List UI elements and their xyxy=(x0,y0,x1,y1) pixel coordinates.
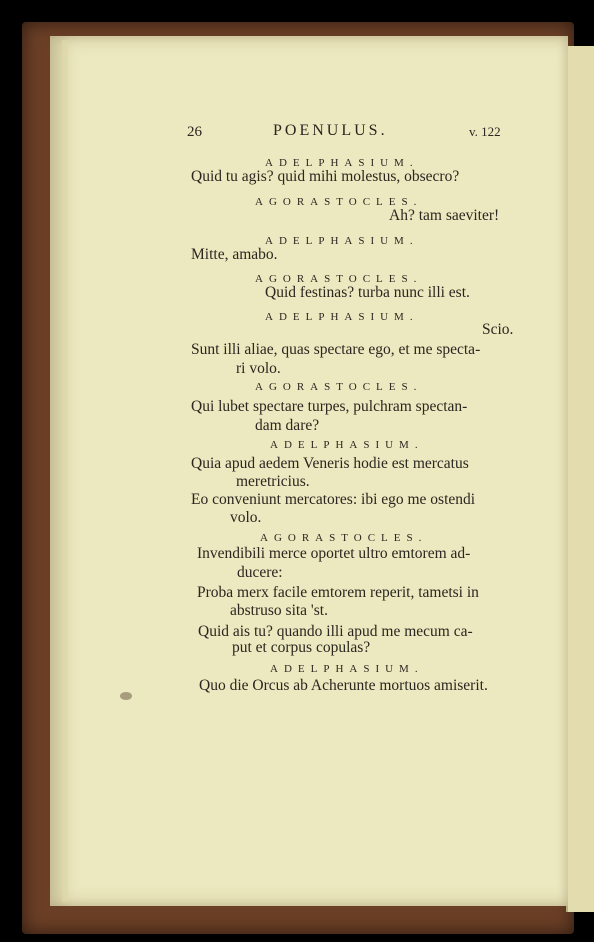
speaker-heading: AGORASTOCLES. xyxy=(255,381,423,393)
speaker-heading: ADELPHASIUM. xyxy=(270,663,424,675)
speaker-heading: ADELPHASIUM. xyxy=(265,235,419,247)
speaker-heading: ADELPHASIUM. xyxy=(265,157,419,169)
verse-line: Quid ais tu? quando illi apud me mecum ca- xyxy=(198,623,473,640)
ink-smudge xyxy=(120,692,132,700)
verse-line: Proba merx facile emtorem reperit, tametsi in xyxy=(197,584,479,601)
verse-line: ducere: xyxy=(237,564,283,581)
verse-line: Quid festinas? turba nunc illi est. xyxy=(265,284,470,301)
verse-line: put et corpus copulas? xyxy=(232,639,371,656)
page-title: POENULUS. xyxy=(273,122,388,139)
verse-number: v. 122 xyxy=(469,124,501,139)
verse-line: meretricius. xyxy=(236,473,310,490)
verse-line: Scio. xyxy=(482,321,514,338)
verse-line: Sunt illi aliae, quas spectare ego, et me specta- xyxy=(191,341,481,358)
verse-line: Qui lubet spectare turpes, pulchram spectan- xyxy=(191,398,468,415)
page-number: 26 xyxy=(187,124,202,140)
next-page-edge xyxy=(566,46,594,912)
verse-line: Mitte, amabo. xyxy=(191,246,278,263)
speaker-heading: AGORASTOCLES. xyxy=(260,532,428,544)
verse-line: abstruso sita 'st. xyxy=(230,602,328,619)
verse-line: Ah? tam saeviter! xyxy=(389,207,500,224)
verse-line: Quo die Orcus ab Acherunte mortuos amiserit. xyxy=(199,677,488,694)
speaker-heading: ADELPHASIUM. xyxy=(265,311,419,323)
verse-line: Quid tu agis? quid mihi molestus, obsecro? xyxy=(191,168,460,185)
verse-line: Eo conveniunt mercatores: ibi ego me ostendi xyxy=(191,491,476,508)
verse-line: dam dare? xyxy=(255,417,320,434)
verse-line: volo. xyxy=(230,509,262,526)
verse-line: Invendibili merce oportet ultro emtorem ad- xyxy=(197,545,471,562)
verse-line: ri volo. xyxy=(236,360,281,377)
page-fold xyxy=(62,40,68,902)
speaker-heading: AGORASTOCLES. xyxy=(255,196,423,208)
speaker-heading: AGORASTOCLES. xyxy=(255,273,423,285)
verse-line: Quia apud aedem Veneris hodie est mercatus xyxy=(191,455,469,472)
speaker-heading: ADELPHASIUM. xyxy=(270,439,424,451)
